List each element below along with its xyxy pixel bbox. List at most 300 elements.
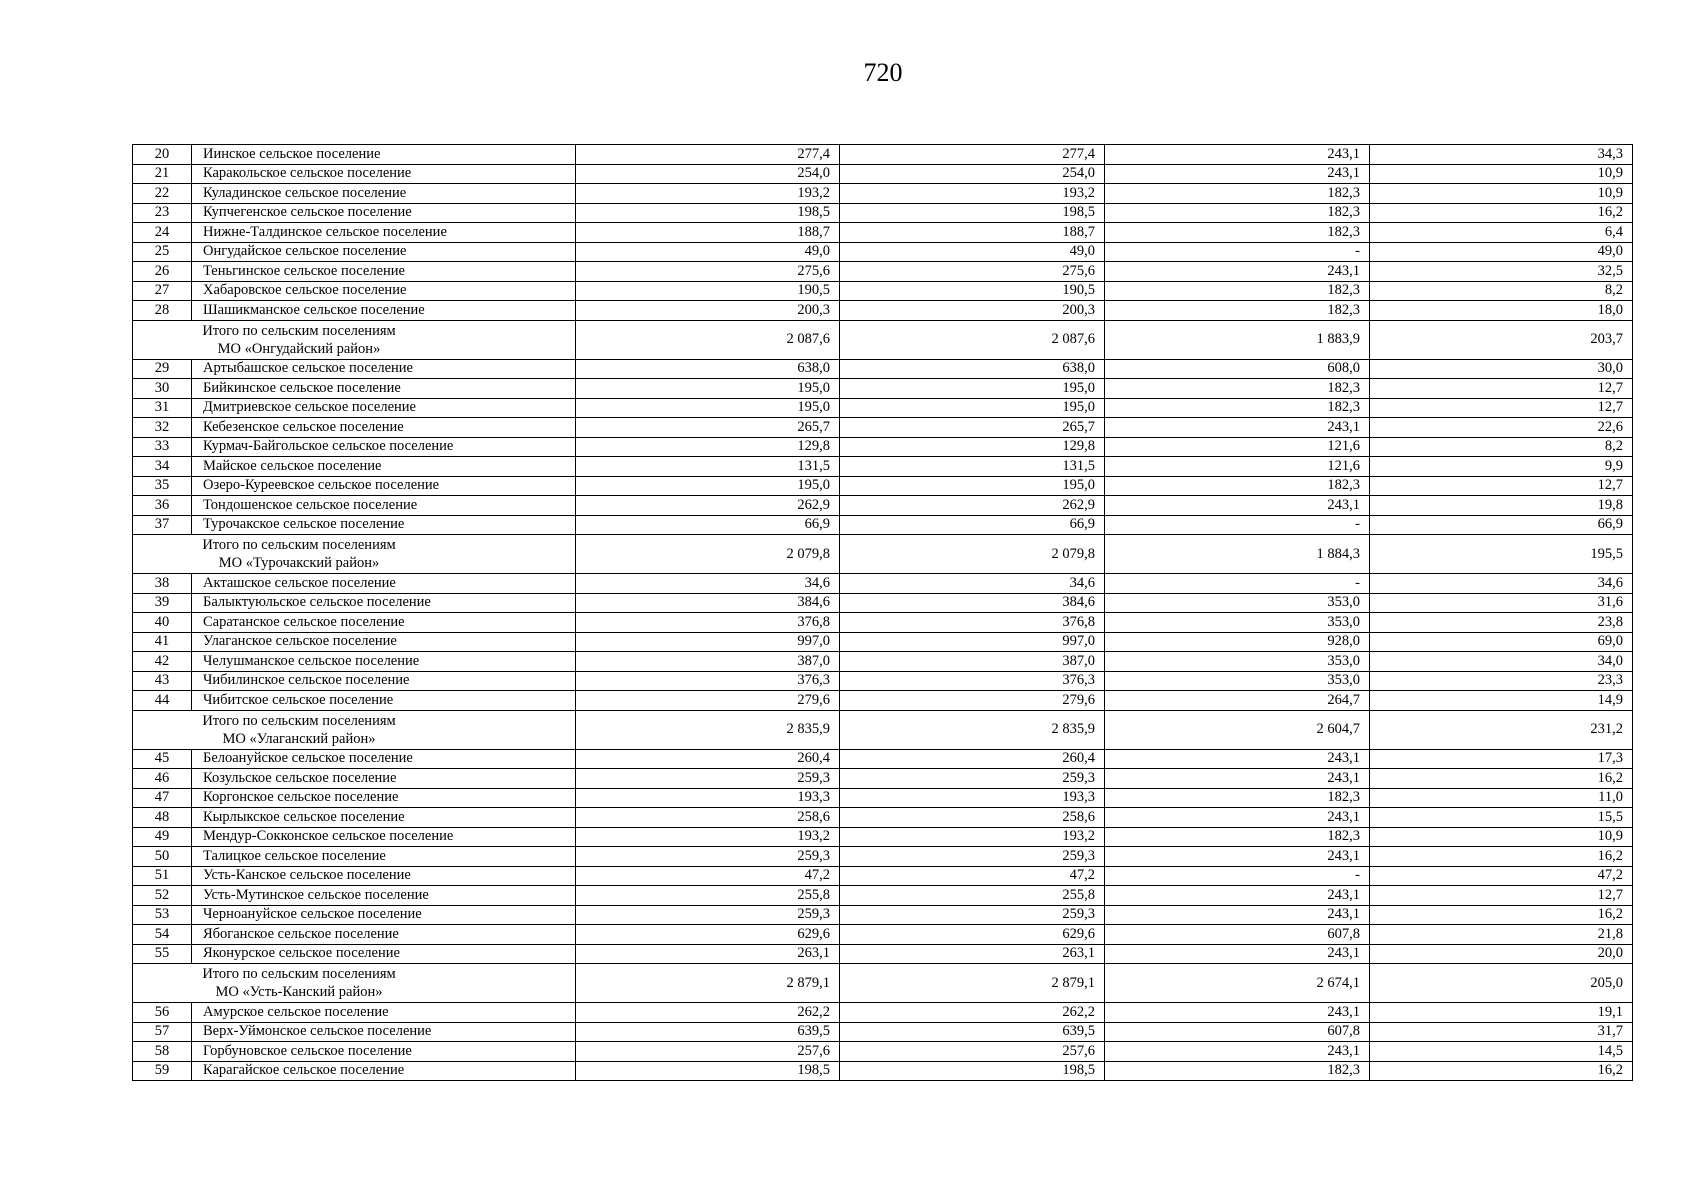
value-cell-col4: 203,7 — [1370, 320, 1633, 359]
row-number: 43 — [133, 671, 192, 691]
value-cell-col4: 22,6 — [1370, 418, 1633, 438]
value-cell-col4: 9,9 — [1370, 457, 1633, 477]
table-body — [133, 145, 1633, 1081]
value-cell-col2: 2 879,1 — [840, 964, 1105, 1003]
value-cell-col3: 607,8 — [1105, 925, 1370, 945]
row-number: 30 — [133, 379, 192, 399]
value-cell-col1: 277,4 — [576, 145, 840, 165]
value-cell-col1: 997,0 — [576, 632, 840, 652]
value-cell-col1: 190,5 — [576, 281, 840, 301]
value-cell-col3: 608,0 — [1105, 359, 1370, 379]
settlement-name: Черноануйское сельское поселение — [192, 905, 576, 925]
row-number: 47 — [133, 788, 192, 808]
value-cell-col4: 17,3 — [1370, 749, 1633, 769]
value-cell-col3: - — [1105, 866, 1370, 886]
table-row — [133, 593, 1633, 613]
value-cell-col3: 243,1 — [1105, 808, 1370, 828]
value-cell-col1: 195,0 — [576, 379, 840, 399]
value-cell-col3: 243,1 — [1105, 749, 1370, 769]
value-cell-col3: 2 674,1 — [1105, 964, 1370, 1003]
settlement-name: Бийкинское сельское поселение — [192, 379, 576, 399]
row-number: 39 — [133, 593, 192, 613]
value-cell-col3: 182,3 — [1105, 301, 1370, 321]
value-cell-col1: 200,3 — [576, 301, 840, 321]
value-cell-col2: 387,0 — [840, 652, 1105, 672]
value-cell-col4: 10,9 — [1370, 184, 1633, 204]
value-cell-col1: 2 879,1 — [576, 964, 840, 1003]
value-cell-col2: 195,0 — [840, 379, 1105, 399]
value-cell-col4: 15,5 — [1370, 808, 1633, 828]
row-number: 48 — [133, 808, 192, 828]
value-cell-col1: 2 835,9 — [576, 710, 840, 749]
value-cell-col3: 243,1 — [1105, 164, 1370, 184]
table-row — [133, 262, 1633, 282]
table-row — [133, 184, 1633, 204]
settlement-name: Челушманское сельское поселение — [192, 652, 576, 672]
value-cell-col1: 193,3 — [576, 788, 840, 808]
value-cell-col3: - — [1105, 515, 1370, 535]
value-cell-col2: 376,3 — [840, 671, 1105, 691]
value-cell-col3: 182,3 — [1105, 476, 1370, 496]
value-cell-col4: 10,9 — [1370, 827, 1633, 847]
settlement-name: Мендур-Сокконское сельское поселение — [192, 827, 576, 847]
value-cell-col2: 262,9 — [840, 496, 1105, 516]
settlement-name: Саратанское сельское поселение — [192, 613, 576, 633]
row-number: 35 — [133, 476, 192, 496]
value-cell-col2: 629,6 — [840, 925, 1105, 945]
value-cell-col3: 243,1 — [1105, 944, 1370, 964]
value-cell-col3: 243,1 — [1105, 769, 1370, 789]
value-cell-col3: 182,3 — [1105, 223, 1370, 243]
settlement-name: Горбуновское сельское поселение — [192, 1042, 576, 1062]
row-number: 45 — [133, 749, 192, 769]
value-cell-col4: 34,6 — [1370, 574, 1633, 594]
table-row — [133, 496, 1633, 516]
value-cell-col4: 16,2 — [1370, 1061, 1633, 1081]
value-cell-col4: 16,2 — [1370, 203, 1633, 223]
row-number: 28 — [133, 301, 192, 321]
value-cell-col4: 12,7 — [1370, 886, 1633, 906]
value-cell-col2: 66,9 — [840, 515, 1105, 535]
value-cell-col4: 49,0 — [1370, 242, 1633, 262]
value-cell-col4: 21,8 — [1370, 925, 1633, 945]
value-cell-col2: 262,2 — [840, 1003, 1105, 1023]
row-number: 38 — [133, 574, 192, 594]
value-cell-col2: 2 835,9 — [840, 710, 1105, 749]
table-row — [133, 476, 1633, 496]
subtotal-row — [133, 710, 1633, 749]
value-cell-col3: 182,3 — [1105, 184, 1370, 204]
table-row — [133, 242, 1633, 262]
settlement-name: Кырлыкское сельское поселение — [192, 808, 576, 828]
value-cell-col4: 6,4 — [1370, 223, 1633, 243]
value-cell-col2: 384,6 — [840, 593, 1105, 613]
value-cell-col4: 12,7 — [1370, 476, 1633, 496]
value-cell-col4: 16,2 — [1370, 905, 1633, 925]
table-row — [133, 457, 1633, 477]
table-row — [133, 905, 1633, 925]
value-cell-col1: 47,2 — [576, 866, 840, 886]
value-cell-col1: 193,2 — [576, 184, 840, 204]
row-number: 41 — [133, 632, 192, 652]
value-cell-col2: 34,6 — [840, 574, 1105, 594]
value-cell-col1: 257,6 — [576, 1042, 840, 1062]
value-cell-col2: 2 087,6 — [840, 320, 1105, 359]
subtotal-label-line1: Итого по сельским поселениям — [202, 712, 396, 729]
value-cell-col2: 193,2 — [840, 184, 1105, 204]
value-cell-col1: 262,2 — [576, 1003, 840, 1023]
value-cell-col4: 14,9 — [1370, 691, 1633, 711]
table-row — [133, 359, 1633, 379]
settlement-name: Талицкое сельское поселение — [192, 847, 576, 867]
table-row — [133, 281, 1633, 301]
table-row — [133, 691, 1633, 711]
row-number: 54 — [133, 925, 192, 945]
value-cell-col2: 195,0 — [840, 476, 1105, 496]
subtotal-label-line2: МО «Онгудайский район» — [217, 340, 381, 357]
value-cell-col4: 20,0 — [1370, 944, 1633, 964]
value-cell-col3: 1 884,3 — [1105, 535, 1370, 574]
row-number: 23 — [133, 203, 192, 223]
value-cell-col2: 198,5 — [840, 203, 1105, 223]
table-row — [133, 574, 1633, 594]
subtotal-label-line2: МО «Усть-Канский район» — [215, 984, 383, 1000]
settlement-name: Кебезенское сельское поселение — [192, 418, 576, 438]
value-cell-col1: 279,6 — [576, 691, 840, 711]
table-row — [133, 1042, 1633, 1062]
value-cell-col2: 188,7 — [840, 223, 1105, 243]
value-cell-col1: 263,1 — [576, 944, 840, 964]
value-cell-col1: 376,8 — [576, 613, 840, 633]
value-cell-col3: 243,1 — [1105, 418, 1370, 438]
row-number: 29 — [133, 359, 192, 379]
table-row — [133, 652, 1633, 672]
row-number: 50 — [133, 847, 192, 867]
settlement-name: Акташское сельское поселение — [192, 574, 576, 594]
value-cell-col3: 1 883,9 — [1105, 320, 1370, 359]
settlement-name: Тондошенское сельское поселение — [192, 496, 576, 516]
value-cell-col2: 257,6 — [840, 1042, 1105, 1062]
table-row — [133, 847, 1633, 867]
settlement-name: Карагайское сельское поселение — [192, 1061, 576, 1081]
value-cell-col2: 638,0 — [840, 359, 1105, 379]
settlement-name: Иинское сельское поселение — [192, 145, 576, 165]
value-cell-col1: 188,7 — [576, 223, 840, 243]
value-cell-col4: 32,5 — [1370, 262, 1633, 282]
row-number: 58 — [133, 1042, 192, 1062]
settlement-name: Чибитское сельское поселение — [192, 691, 576, 711]
table-row — [133, 301, 1633, 321]
value-cell-col3: 243,1 — [1105, 145, 1370, 165]
row-number: 32 — [133, 418, 192, 438]
settlements-table — [132, 144, 1633, 1081]
value-cell-col1: 262,9 — [576, 496, 840, 516]
row-number: 52 — [133, 886, 192, 906]
value-cell-col2: 195,0 — [840, 398, 1105, 418]
value-cell-col3: - — [1105, 574, 1370, 594]
table-row — [133, 1003, 1633, 1023]
settlement-name: Балыктуюльское сельское поселение — [192, 593, 576, 613]
table-row — [133, 1022, 1633, 1042]
value-cell-col2: 259,3 — [840, 847, 1105, 867]
table-row — [133, 808, 1633, 828]
settlement-name: Каракольское сельское поселение — [192, 164, 576, 184]
value-cell-col4: 19,8 — [1370, 496, 1633, 516]
value-cell-col4: 19,1 — [1370, 1003, 1633, 1023]
value-cell-col2: 997,0 — [840, 632, 1105, 652]
row-number: 36 — [133, 496, 192, 516]
row-number: 33 — [133, 437, 192, 457]
settlement-name: Шашикманское сельское поселение — [192, 301, 576, 321]
subtotal-label-line2: МО «Улаганский район» — [222, 730, 376, 747]
value-cell-col1: 49,0 — [576, 242, 840, 262]
settlement-name: Турочакское сельское поселение — [192, 515, 576, 535]
value-cell-col4: 16,2 — [1370, 847, 1633, 867]
value-cell-col1: 265,7 — [576, 418, 840, 438]
value-cell-col4: 34,0 — [1370, 652, 1633, 672]
settlement-name: Коргонское сельское поселение — [192, 788, 576, 808]
settlement-name: Купчегенское сельское поселение — [192, 203, 576, 223]
value-cell-col4: 231,2 — [1370, 710, 1633, 749]
value-cell-col2: 265,7 — [840, 418, 1105, 438]
value-cell-col4: 10,9 — [1370, 164, 1633, 184]
value-cell-col4: 12,7 — [1370, 398, 1633, 418]
value-cell-col1: 259,3 — [576, 769, 840, 789]
value-cell-col3: 243,1 — [1105, 905, 1370, 925]
table-row — [133, 515, 1633, 535]
value-cell-col1: 254,0 — [576, 164, 840, 184]
value-cell-col4: 66,9 — [1370, 515, 1633, 535]
row-number: 51 — [133, 866, 192, 886]
settlement-name: Курмач-Байгольское сельское поселение — [192, 437, 576, 457]
value-cell-col2: 376,8 — [840, 613, 1105, 633]
value-cell-col2: 277,4 — [840, 145, 1105, 165]
subtotal-label-line1: Итого по сельским поселениям — [202, 966, 396, 982]
table-row — [133, 379, 1633, 399]
value-cell-col1: 639,5 — [576, 1022, 840, 1042]
value-cell-col2: 258,6 — [840, 808, 1105, 828]
row-number: 56 — [133, 1003, 192, 1023]
settlement-name: Чибилинское сельское поселение — [192, 671, 576, 691]
value-cell-col4: 30,0 — [1370, 359, 1633, 379]
table-row — [133, 827, 1633, 847]
subtotal-label — [133, 320, 576, 359]
table-row — [133, 223, 1633, 243]
row-number: 59 — [133, 1061, 192, 1081]
value-cell-col1: 384,6 — [576, 593, 840, 613]
value-cell-col1: 275,6 — [576, 262, 840, 282]
value-cell-col1: 195,0 — [576, 476, 840, 496]
value-cell-col2: 47,2 — [840, 866, 1105, 886]
subtotal-row — [133, 320, 1633, 359]
settlement-name: Яконурское сельское поселение — [192, 944, 576, 964]
value-cell-col1: 387,0 — [576, 652, 840, 672]
value-cell-col2: 254,0 — [840, 164, 1105, 184]
row-number: 25 — [133, 242, 192, 262]
value-cell-col2: 198,5 — [840, 1061, 1105, 1081]
value-cell-col1: 195,0 — [576, 398, 840, 418]
value-cell-col2: 259,3 — [840, 769, 1105, 789]
settlement-name: Козульское сельское поселение — [192, 769, 576, 789]
row-number: 34 — [133, 457, 192, 477]
value-cell-col4: 14,5 — [1370, 1042, 1633, 1062]
subtotal-label-line1: Итого по сельским поселениям — [202, 537, 396, 553]
row-number: 42 — [133, 652, 192, 672]
value-cell-col4: 18,0 — [1370, 301, 1633, 321]
table-row — [133, 398, 1633, 418]
row-number: 24 — [133, 223, 192, 243]
row-number: 53 — [133, 905, 192, 925]
table-row — [133, 203, 1633, 223]
page-number: 720 — [863, 58, 903, 87]
value-cell-col1: 259,3 — [576, 847, 840, 867]
value-cell-col3: 243,1 — [1105, 847, 1370, 867]
settlement-name: Артыбашское сельское поселение — [192, 359, 576, 379]
value-cell-col2: 260,4 — [840, 749, 1105, 769]
value-cell-col3: 353,0 — [1105, 652, 1370, 672]
table-row — [133, 613, 1633, 633]
settlement-name: Улаганское сельское поселение — [192, 632, 576, 652]
value-cell-col4: 47,2 — [1370, 866, 1633, 886]
value-cell-col3: 607,8 — [1105, 1022, 1370, 1042]
value-cell-col3: 264,7 — [1105, 691, 1370, 711]
subtotal-label — [133, 535, 576, 574]
value-cell-col1: 376,3 — [576, 671, 840, 691]
subtotal-label — [133, 964, 576, 1003]
value-cell-col2: 263,1 — [840, 944, 1105, 964]
value-cell-col2: 255,8 — [840, 886, 1105, 906]
row-number: 40 — [133, 613, 192, 633]
value-cell-col4: 205,0 — [1370, 964, 1633, 1003]
value-cell-col4: 23,3 — [1370, 671, 1633, 691]
subtotal-label-line1: Итого по сельским поселениям — [202, 322, 396, 339]
settlement-name: Верх-Уймонское сельское поселение — [192, 1022, 576, 1042]
value-cell-col3: 353,0 — [1105, 613, 1370, 633]
value-cell-col3: 182,3 — [1105, 1061, 1370, 1081]
value-cell-col1: 255,8 — [576, 886, 840, 906]
table-row — [133, 944, 1633, 964]
table-row — [133, 749, 1633, 769]
value-cell-col3: 182,3 — [1105, 788, 1370, 808]
value-cell-col4: 31,6 — [1370, 593, 1633, 613]
value-cell-col1: 198,5 — [576, 203, 840, 223]
value-cell-col3: 353,0 — [1105, 593, 1370, 613]
row-number: 55 — [133, 944, 192, 964]
settlement-name: Амурское сельское поселение — [192, 1003, 576, 1023]
row-number: 27 — [133, 281, 192, 301]
settlement-name: Хабаровское сельское поселение — [192, 281, 576, 301]
value-cell-col1: 638,0 — [576, 359, 840, 379]
value-cell-col3: 243,1 — [1105, 1042, 1370, 1062]
value-cell-col3: 121,6 — [1105, 457, 1370, 477]
subtotal-row — [133, 535, 1633, 574]
value-cell-col3: 243,1 — [1105, 262, 1370, 282]
value-cell-col2: 259,3 — [840, 905, 1105, 925]
value-cell-col1: 258,6 — [576, 808, 840, 828]
row-number: 31 — [133, 398, 192, 418]
settlement-name: Онгудайское сельское поселение — [192, 242, 576, 262]
table-row — [133, 632, 1633, 652]
value-cell-col4: 195,5 — [1370, 535, 1633, 574]
value-cell-col3: 928,0 — [1105, 632, 1370, 652]
value-cell-col1: 2 079,8 — [576, 535, 840, 574]
value-cell-col3: 353,0 — [1105, 671, 1370, 691]
table-row — [133, 886, 1633, 906]
value-cell-col1: 129,8 — [576, 437, 840, 457]
table-row — [133, 866, 1633, 886]
row-number: 20 — [133, 145, 192, 165]
settlement-name: Белоануйское сельское поселение — [192, 749, 576, 769]
table-row — [133, 925, 1633, 945]
value-cell-col4: 69,0 — [1370, 632, 1633, 652]
value-cell-col4: 8,2 — [1370, 281, 1633, 301]
row-number: 26 — [133, 262, 192, 282]
table-row — [133, 164, 1633, 184]
row-number: 49 — [133, 827, 192, 847]
subtotal-label — [133, 710, 576, 749]
value-cell-col3: 243,1 — [1105, 886, 1370, 906]
value-cell-col4: 11,0 — [1370, 788, 1633, 808]
table-row — [133, 671, 1633, 691]
row-number: 37 — [133, 515, 192, 535]
table-row — [133, 1061, 1633, 1081]
value-cell-col2: 190,5 — [840, 281, 1105, 301]
value-cell-col2: 193,2 — [840, 827, 1105, 847]
settlement-name: Озеро-Куреевское сельское поселение — [192, 476, 576, 496]
value-cell-col2: 200,3 — [840, 301, 1105, 321]
value-cell-col3: 121,6 — [1105, 437, 1370, 457]
settlement-name: Нижне-Талдинское сельское поселение — [192, 223, 576, 243]
value-cell-col3: 182,3 — [1105, 281, 1370, 301]
table-row — [133, 145, 1633, 165]
value-cell-col3: 243,1 — [1105, 1003, 1370, 1023]
value-cell-col4: 8,2 — [1370, 437, 1633, 457]
table-row — [133, 769, 1633, 789]
value-cell-col1: 198,5 — [576, 1061, 840, 1081]
value-cell-col1: 131,5 — [576, 457, 840, 477]
value-cell-col1: 2 087,6 — [576, 320, 840, 359]
value-cell-col4: 31,7 — [1370, 1022, 1633, 1042]
row-number: 22 — [133, 184, 192, 204]
table-row — [133, 437, 1633, 457]
value-cell-col2: 131,5 — [840, 457, 1105, 477]
value-cell-col1: 193,2 — [576, 827, 840, 847]
value-cell-col1: 260,4 — [576, 749, 840, 769]
value-cell-col2: 49,0 — [840, 242, 1105, 262]
value-cell-col1: 34,6 — [576, 574, 840, 594]
table-row — [133, 788, 1633, 808]
settlement-name: Майское сельское поселение — [192, 457, 576, 477]
settlement-name: Теньгинское сельское поселение — [192, 262, 576, 282]
value-cell-col3: 182,3 — [1105, 379, 1370, 399]
value-cell-col4: 34,3 — [1370, 145, 1633, 165]
row-number: 46 — [133, 769, 192, 789]
settlement-name: Ябоганское сельское поселение — [192, 925, 576, 945]
value-cell-col1: 259,3 — [576, 905, 840, 925]
value-cell-col4: 16,2 — [1370, 769, 1633, 789]
value-cell-col4: 23,8 — [1370, 613, 1633, 633]
value-cell-col4: 12,7 — [1370, 379, 1633, 399]
subtotal-row — [133, 964, 1633, 1003]
settlement-name: Куладинское сельское поселение — [192, 184, 576, 204]
value-cell-col2: 2 079,8 — [840, 535, 1105, 574]
value-cell-col1: 629,6 — [576, 925, 840, 945]
value-cell-col1: 66,9 — [576, 515, 840, 535]
row-number: 44 — [133, 691, 192, 711]
value-cell-col3: 243,1 — [1105, 496, 1370, 516]
value-cell-col3: 182,3 — [1105, 398, 1370, 418]
value-cell-col3: 182,3 — [1105, 203, 1370, 223]
